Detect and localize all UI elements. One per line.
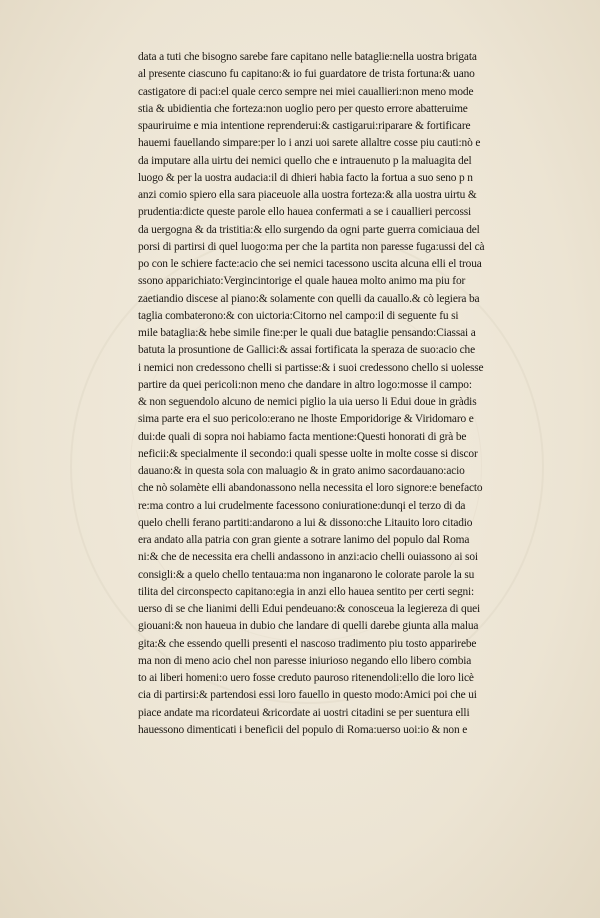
text-line: ma non di meno acio chel non paresse iniurioso negando ello libero combia bbox=[138, 654, 472, 667]
text-block bbox=[138, 49, 558, 739]
text-line: uerso di se che lianimi delli Edui pendeuano:& conosceua la legiereza di quei bbox=[138, 603, 481, 615]
text-line: zaetiandio discese al piano:& solamente con quelli da cauallo.& cò legiera ba bbox=[138, 292, 480, 305]
text-line: anzi comio spiero ella sara piaceuole alla uostra forteza:& alla uostra uirtu & bbox=[138, 189, 477, 201]
text-line: neficii:& specialmente il secondo:i quali spesse uolte in molte cosse si discor bbox=[138, 447, 478, 460]
text-line: hauessono dimenticati i beneficii del populo di Roma:uerso uoi:io & non e bbox=[138, 723, 468, 736]
text-line: taglia combaterono:& con uictoria:Citorno nel campo:il di seguente fu si bbox=[138, 309, 459, 322]
text-line: che nò solamète elli abandonassono nella necessita el loro signore:e benefacto bbox=[138, 482, 483, 495]
text-line: i nemici non credessono chelli si partisse:& i suoi credessono chello si uolesse bbox=[138, 361, 484, 374]
text-line: quelo chelli ferano partiti:andarono a lui & dissono:che Litauito loro citadio bbox=[138, 516, 473, 529]
text-line: stia & ubidientia che forteza:non uoglio pero per questo errore abatteruime bbox=[138, 102, 468, 115]
text-line: po con le schiere facte:acio che sei nemici tacessono uscita alcuna elli el troua bbox=[138, 258, 482, 270]
text-line: piace andate ma ricordateui &ricordate ai uostri citadini se per suentura elli bbox=[138, 706, 470, 719]
text-line: cia di partirsi:& partendosi essi loro fauello in questo modo:Amici poi che ui bbox=[138, 689, 477, 702]
text-line: prudentia:dicte queste parole ello hauea confermati a se i cauallieri percossi bbox=[138, 206, 472, 219]
text-line: da uergogna & da tristitia:& ello surgendo da ogni parte guerra comiciaua del bbox=[138, 223, 480, 236]
text-line: luogo & per la uostra audacia:il di dhieri habia facto la fortua a suo seno p n bbox=[138, 171, 473, 184]
text-line: da imputare alla uirtu dei nemici quello che e intrauenuto p la maluagita del bbox=[138, 154, 472, 167]
text-line: dauano:& in questa sola con maluagio & in grato animo sacordauano:acio bbox=[138, 465, 465, 477]
text-line: castigatore di paci:el quale cerco sempre nei miei cauallieri:non meno mode bbox=[138, 85, 474, 98]
text-line: re:ma contro a lui crudelmente facessono coniuratione:dunqi el terzo di da bbox=[138, 499, 466, 512]
text-line: sima parte era el suo pericolo:erano ne lhoste Emporidorige & Viridomaro e bbox=[138, 413, 474, 426]
text-line: ssono apparichiato:Vergincintorige el quale hauea molto animo ma piu for bbox=[138, 275, 466, 288]
text-line: spauriruime e mia intentione reprenderui:& castigarui:riparare & fortificare bbox=[138, 120, 471, 132]
text-line: & non seguendolo alcuno de nemici piglio la uia uerso li Edui doue in gràdis bbox=[138, 396, 477, 408]
text-line: consigli:& a quelo chello tentaua:ma non inganarono le colorate parole la su bbox=[138, 568, 475, 581]
text-line: giouani:& non haueua in dubio che landare di quelli darebe giunta alla malua bbox=[138, 620, 479, 633]
text-line: ni:& che de necessita era chelli andassono in anzi:acio chelli ouiassono ai soi bbox=[138, 551, 478, 564]
text-line: al presente ciascuno fu capitano:& io fui guardatore de trista fortuna:& uano bbox=[138, 68, 475, 81]
text-line: mile bataglia:& hebe simile fine:per le quali due bataglie pensando:Ciassai a bbox=[138, 327, 476, 339]
text-line: partire da quei pericoli:non meno che dandare in altro logo:mosse il campo: bbox=[138, 378, 472, 391]
text-line: porsi di partirsi di quel luogo:ma per che la partita non paresse fuga:ussi del cà bbox=[138, 240, 485, 253]
text-line: to ai liberi homeni:o uero fosse creduto pauroso ritenendoli:ello die loro licè bbox=[138, 672, 474, 684]
text-line: dui:de quali di sopra noi habiamo facta mentione:Questi honorati di grà be bbox=[138, 430, 467, 443]
text-line: batuta la prosuntione de Gallici:& assai fortificata la speraza de suo:acio che bbox=[138, 344, 476, 357]
text-line: hauemi fauellando simpare:per lo i anzi uoi sarete allaltre cosse piu cauti:nò e bbox=[138, 137, 481, 150]
text-line: era andato alla patria con gran giente a sotrare lanimo del populo dal Roma bbox=[138, 534, 470, 546]
text-line: tilita del circonspecto capitano:egia in anzi ello hauea sentito per certi segni: bbox=[138, 585, 475, 598]
text-line: data a tuti che bisogno sarebe fare capitano nelle bataglie:nella uostra brigata bbox=[138, 51, 477, 63]
text-line: gita:& che essendo quelli presenti el nascoso tradimento piu tosto apparirebe bbox=[138, 637, 477, 650]
